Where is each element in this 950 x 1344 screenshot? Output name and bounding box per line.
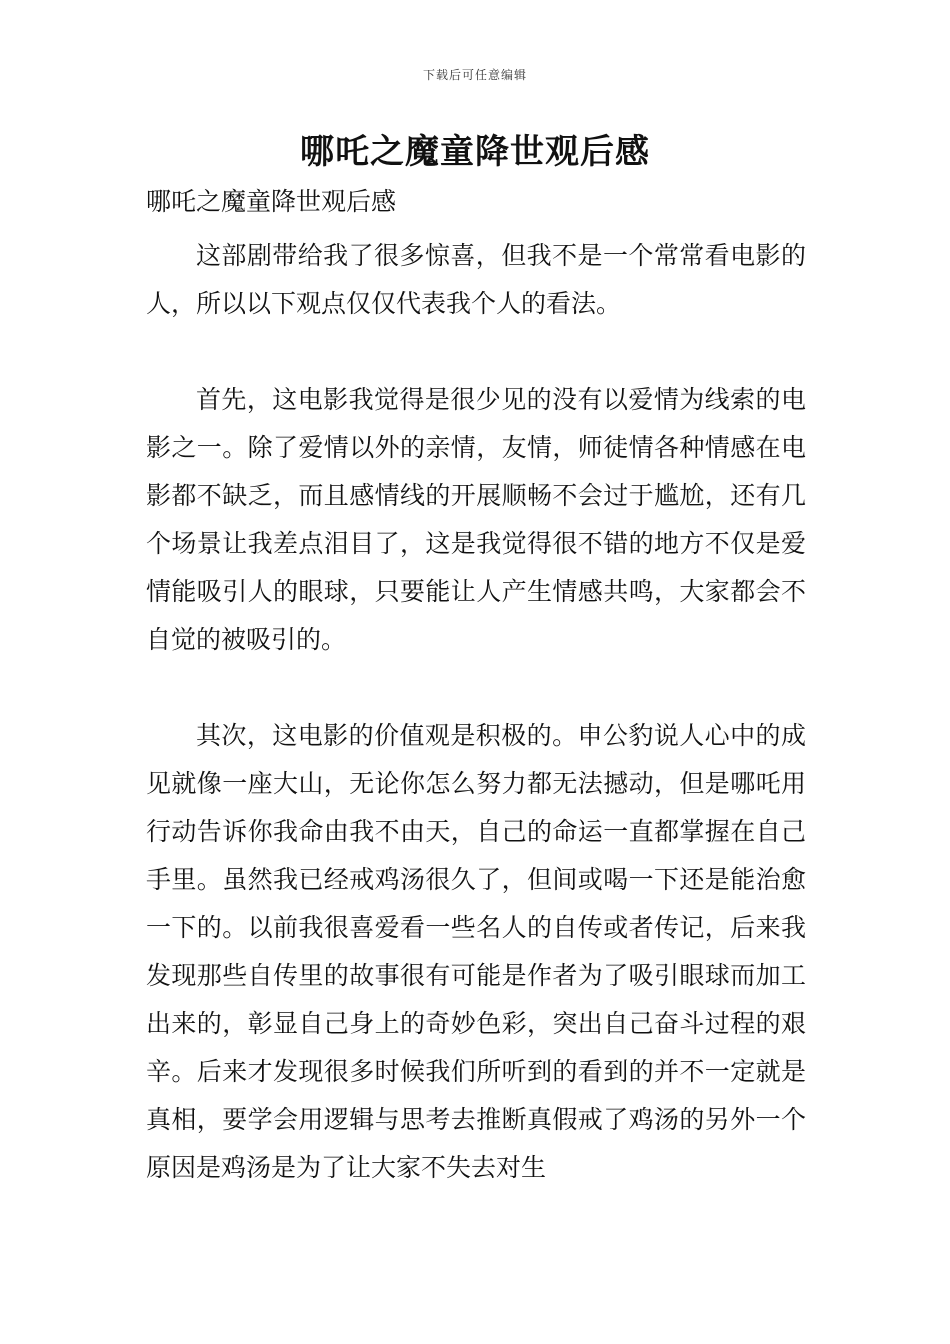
paragraph-spacer — [146, 328, 806, 376]
document-subtitle: 哪吒之魔童降世观后感 — [146, 187, 397, 216]
paragraph-2: 首先，这电影我觉得是很少见的没有以爱情为线索的电影之一。除了爱情以外的亲情，友情，师徒情各种情感在电影都不缺乏，而且感情线的开展顺畅不会过于尴尬，还有几个场景让我差点泪目了，这是我觉得很不错的地方不仅是爱情能吸引人的眼球，只要能让人产生情感共鸣，大家都会不自觉的被吸引的。 — [146, 385, 806, 654]
paragraph-3: 其次，这电影的价值观是积极的。申公豹说人心中的成见就像一座大山，无论你怎么努力都无法撼动，但是哪吒用行动告诉你我命由我不由天，自己的命运一直都掌握在自己手里。虽然我已经戒鸡汤很久了，但间或喝一下还是能治愈一下的。以前我很喜爱看一些名人的自传或者传记，后来我发现那些自传里的故事很有可能是作者为了吸引眼球而加工出来的，彰显自己身上的奇妙色彩，突出自己奋斗过程的艰辛。后来才发现很多时候我们所听到的看到的并不一定就是真相，要学会用逻辑与思考去推断真假戒了鸡汤的另外一个原因是鸡汤是为了让大家不失去对生 — [146, 721, 806, 1182]
document-body — [146, 182, 806, 1192]
paragraph-spacer — [146, 664, 806, 712]
header-note: 下载后可任意编辑 — [422, 68, 527, 82]
paragraph-1: 这部剧带给我了很多惊喜，但我不是一个常常看电影的人，所以以下观点仅仅代表我个人的看法。 — [146, 241, 806, 318]
document-title: 哪吒之魔童降世观后感 — [300, 132, 650, 172]
